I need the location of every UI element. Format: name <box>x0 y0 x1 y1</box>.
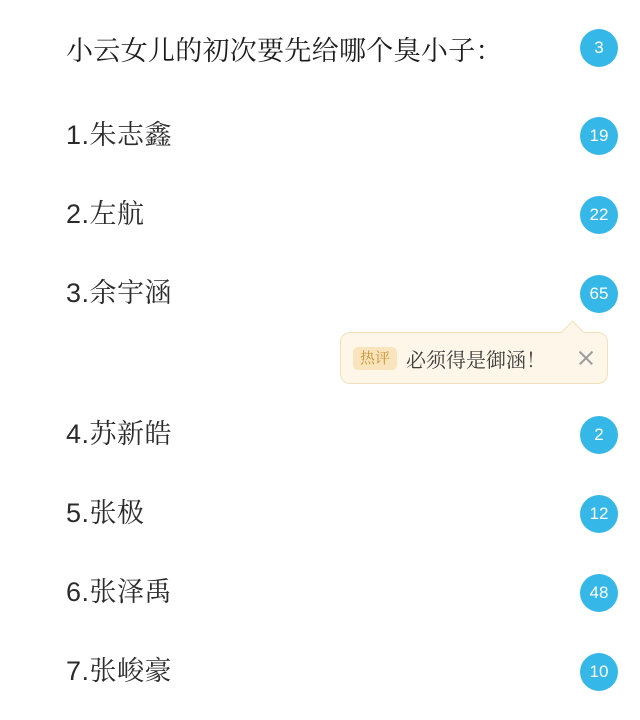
close-icon[interactable] <box>575 347 597 369</box>
poll-option-3[interactable] <box>0 254 640 333</box>
poll-option-label: 1.朱志鑫 <box>66 119 173 150</box>
poll-option-7[interactable] <box>0 632 640 711</box>
poll-option-label: 2.左航 <box>66 198 145 229</box>
poll-option-count-badge: 48 <box>580 574 618 612</box>
poll-option-2[interactable] <box>0 175 640 254</box>
title-count-badge: 3 <box>580 29 618 67</box>
poll-option-count-badge: 12 <box>580 495 618 533</box>
poll-option-count-badge: 10 <box>580 653 618 691</box>
poll-option-label: 3.余宇涵 <box>66 277 173 308</box>
poll-option-label: 4.苏新皓 <box>66 418 173 449</box>
poll-option-5[interactable] <box>0 474 640 553</box>
hot-comment-bubble <box>340 332 608 384</box>
poll-option-label: 5.张极 <box>66 497 145 528</box>
poll-option-count-badge: 22 <box>580 196 618 234</box>
hot-comment-text: 必须得是御涵！ <box>406 349 547 372</box>
poll-option-6[interactable] <box>0 553 640 632</box>
poll-option-count-badge: 65 <box>580 275 618 313</box>
poll-title-row <box>0 0 640 96</box>
poll-option-label: 7.张峻豪 <box>66 655 173 686</box>
poll-option-count-badge: 19 <box>580 117 618 155</box>
poll-option-4[interactable] <box>0 395 640 474</box>
hot-comment-tag: 热评 <box>353 347 397 370</box>
page-title: 小云女儿的初次要先给哪个臭小子： <box>66 35 503 66</box>
poll-option-1[interactable] <box>0 96 640 175</box>
poll-option-label: 6.张泽禹 <box>66 576 173 607</box>
hot-comment-body[interactable] <box>340 332 608 384</box>
poll-option-count-badge: 2 <box>580 416 618 454</box>
